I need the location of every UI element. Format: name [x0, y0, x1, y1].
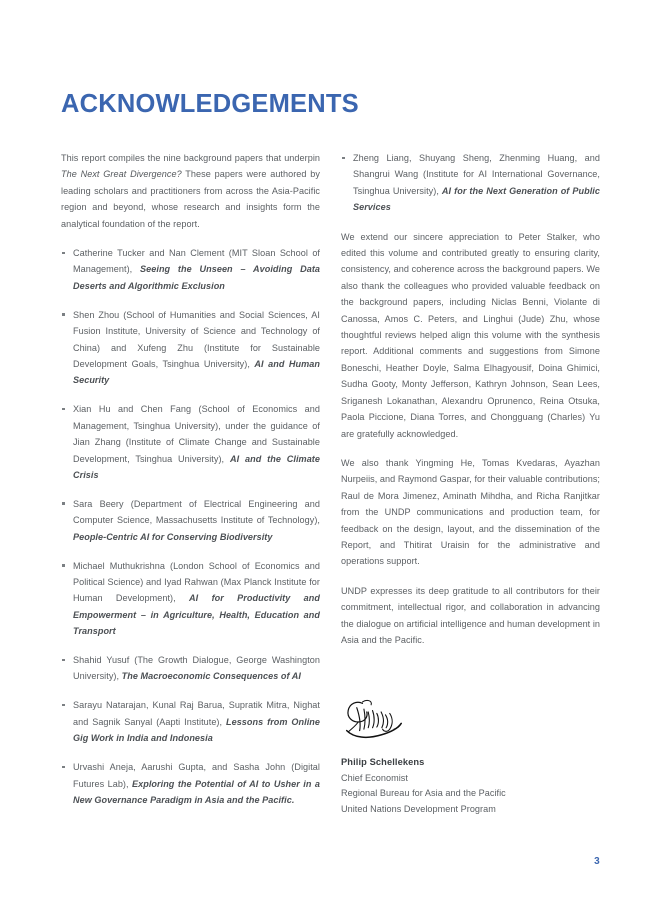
intro-paragraph	[61, 150, 320, 232]
bullet-icon	[62, 408, 65, 411]
paper-authors: Shahid Yusuf (The Growth Dialogue, George Washington University),	[73, 655, 320, 682]
signatory-role: Chief Economist	[341, 772, 408, 783]
background-paper-list-left	[61, 245, 320, 808]
acknowledgement-paragraph-2: We also thank Yingming He, Tomas Kvedaras, Ayazhan Nurpeiis, and Raymond Gaspar, for their valuable contributions; Raul de Mora Jimenez, Aminath Mihdha, and Richa Ranjitkar from the UNDP communications and production team, for feedback on the design, layout, and the dissemination of the Report, and Thitirat Uraisin for the administrative and operations support.	[341, 457, 600, 567]
bullet-icon	[62, 564, 65, 567]
paper-title: The Macroeconomic Consequences of AI	[121, 671, 301, 682]
paper-authors: Catherine Tucker and Nan Clement (MIT Sloan School of Management),	[73, 248, 320, 275]
signature-block	[341, 697, 601, 818]
paper-title: Seeing the Unseen – Avoiding Data Deserts and Algorithmic Exclusion	[73, 264, 321, 291]
paper-title: AI for the Next Generation of Public Services	[353, 185, 600, 213]
bullet-icon	[62, 766, 65, 769]
page-title: ACKNOWLEDGEMENTS	[61, 90, 359, 118]
right-column	[341, 150, 600, 648]
bullet-icon	[342, 157, 345, 160]
bullet-icon	[62, 252, 65, 255]
paper-title: AI and the Climate Crisis	[73, 453, 320, 480]
paper-title: People-Centric AI for Conserving Biodiversity	[73, 531, 273, 542]
signatory-organization: United Nations Development Program	[341, 804, 496, 815]
paper-authors: Xian Hu and Chen Fang (School of Economics and Management, Tsinghua University), under the guidance of Jian Zhang (Institute of Climate Change and Sustainable Development, Tsinghua University),	[73, 404, 320, 464]
paper-authors: Zheng Liang, Shuyang Sheng, Zhenming Huang, and Shangrui Wang (Institute for AI International Governance, Tsinghua University),	[353, 153, 600, 196]
paper-title: Lessons from Online Gig Work in India and Indonesia	[73, 716, 321, 744]
list-item	[61, 307, 320, 389]
intro-text-part2: These papers were authored by leading scholars and practitioners from across the Asia-Pacific region and beyond, whose research and insights form the analytical foundation of the report.	[61, 169, 321, 229]
paper-title: AI for Productivity and Empowerment – in Agriculture, Health, Education and Transport	[73, 593, 320, 637]
paper-title: AI and Human Security	[73, 358, 320, 386]
paper-authors: Sara Beery (Department of Electrical Engineering and Computer Science, Massachusetts Institute of Technology),	[73, 498, 320, 526]
list-item	[61, 697, 320, 746]
intro-text-part1: This report compiles the nine background papers that underpin	[61, 153, 320, 163]
paper-authors: Shen Zhou (School of Humanities and Social Sciences, AI Fusion Institute, University of Science and Technology of China) and Xufeng Zhu (Institute for Sustainable Development Goals, Tsinghua University),	[73, 309, 320, 369]
list-item	[341, 150, 600, 216]
bullet-icon	[62, 704, 65, 707]
handwritten-signature-icon	[341, 697, 427, 747]
list-item	[61, 759, 320, 808]
list-item	[61, 496, 320, 545]
background-paper-list-right	[341, 150, 600, 216]
acknowledgement-paragraph-1: We extend our sincere appreciation to Peter Stalker, who edited this volume and contributed greatly to ensuring clarity, consistency, and coherence across the background papers. We also thank the colleagues who provided valuable feedback on the background papers, including Niclas Benni, Violante di Canossa, Amos C. Peters, and Linghui (Jude) Zhu, whose thoughtful reviews helped align this volume with the synthesis report. Additional comments and suggestions from Simone Boneschi, Heather Doyle, Salma Elhagyousif, Doina Ghimici, Sudha Gooty, Monty Jefferson, Kathryn Johnson, Sean Lees, Sriganesh Lokanathan, Alexandru Oprunenco, Reina Otsuka, Paola Piccione, Diana Torres, and Chongguang (Charles) Yu are gratefully acknowledged.	[341, 231, 600, 439]
bullet-icon	[62, 502, 65, 505]
spacer	[341, 216, 600, 229]
signatory-bureau: Regional Bureau for Asia and the Pacific	[341, 788, 506, 799]
intro-report-title: The Next Great Divergence?	[61, 169, 182, 180]
paper-authors: Sarayu Natarajan, Kunal Raj Barua, Supratik Mitra, Nighat and Sagnik Sanyal (Aapti Institute),	[73, 700, 320, 727]
paper-authors: Michael Muthukrishna (London School of Economics and Political Science) and Iyad Rahwan (Max Planck Institute for Human Development),	[73, 560, 320, 604]
signatory-name: Philip Schellekens	[341, 757, 425, 767]
list-item	[61, 401, 320, 483]
list-item	[61, 245, 320, 294]
list-item	[61, 558, 320, 640]
acknowledgement-paragraph-3: UNDP expresses its deep gratitude to all contributors for their commitment, intellectual rigor, and collaboration in advancing the dialogue on artificial intelligence and human development in Asia and the Pacific.	[341, 585, 601, 645]
left-column	[61, 150, 320, 808]
bullet-icon	[62, 659, 65, 662]
list-item	[61, 652, 320, 685]
bullet-icon	[62, 313, 65, 316]
paper-authors: Urvashi Aneja, Aarushi Gupta, and Sasha John (Digital Futures Lab),	[73, 762, 320, 789]
paper-title: Exploring the Potential of AI to Usher in a New Governance Paradigm in Asia and the Pacific.	[73, 778, 320, 805]
page-number: 3	[594, 856, 600, 867]
